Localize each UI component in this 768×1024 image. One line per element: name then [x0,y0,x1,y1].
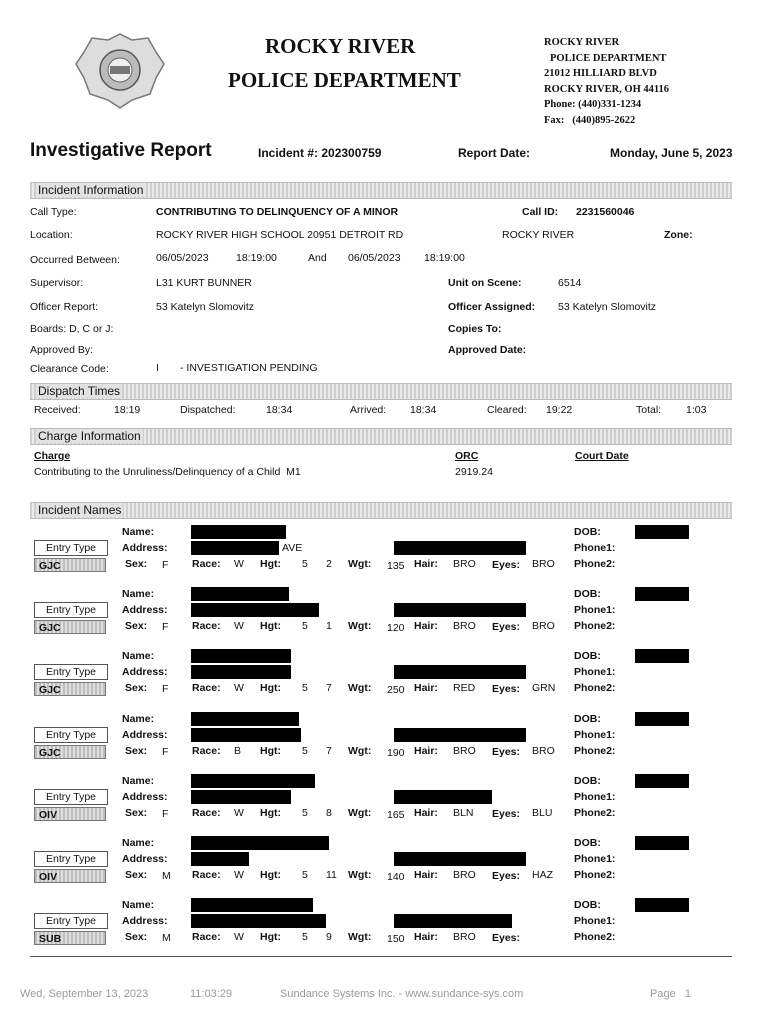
sex-value: F [162,621,169,633]
phone2-label: Phone2: [574,931,616,943]
sex-label: Sex: [125,869,148,881]
approved-by-label: Approved By: [30,344,94,356]
eyes-value: BRO [532,745,555,757]
height-inches: 2 [326,558,332,570]
officer-assigned-label: Officer Assigned: [448,301,536,313]
height-feet: 5 [302,807,308,819]
footer-divider [30,956,732,957]
entry-type-code: GJC [34,745,106,759]
redacted-name [191,774,315,788]
redacted-address-detail [394,790,492,804]
height-inches: 11 [326,869,337,881]
redacted-dob [635,774,689,788]
department-title-line1: ROCKY RIVER [265,34,416,58]
hair-value: BRO [453,558,476,570]
total-label: Total: [636,404,662,416]
entry-type-code: SUB [34,931,106,945]
race-value: W [234,931,244,943]
orc-header: ORC [455,450,479,462]
police-badge-logo [70,30,170,110]
cleared-time: 19:22 [546,404,573,416]
entry-type-label: Entry Type [34,664,108,680]
phone2-label: Phone2: [574,620,616,632]
dob-label: DOB: [574,526,601,538]
name-label: Name: [122,899,155,911]
dispatched-time: 18:34 [266,404,293,416]
race-label: Race: [192,807,221,819]
redacted-address-detail [394,541,526,555]
redacted-name [191,898,313,912]
weight-value: 120 [387,622,405,634]
orc-code: 2919.24 [455,466,493,478]
phone2-label: Phone2: [574,807,616,819]
redacted-address-detail [394,665,526,679]
supervisor: L31 KURT BUNNER [156,277,252,289]
call-type: CONTRIBUTING TO DELINQUENCY OF A MINOR [156,206,399,218]
dob-label: DOB: [574,775,601,787]
charge-header: Charge [34,450,71,462]
name-label: Name: [122,650,155,662]
address-label: Address: [122,915,168,927]
eyes-label: Eyes: [492,746,521,758]
redacted-address-detail [394,914,512,928]
sex-label: Sex: [125,745,148,757]
height-feet: 5 [302,620,308,632]
eyes-label: Eyes: [492,870,521,882]
boards-label: Boards: D, C or J: [30,323,114,335]
sex-value: M [162,932,171,944]
clearance-label: Clearance Code: [30,363,109,375]
weight-label: Wgt: [348,745,372,757]
height-inches: 1 [326,620,332,632]
weight-label: Wgt: [348,807,372,819]
zone-label: Zone: [664,229,693,241]
name-label: Name: [122,713,155,725]
sex-label: Sex: [125,620,148,632]
unit-label: Unit on Scene: [448,277,522,289]
call-id-label: Call ID: [522,206,559,218]
dob-label: DOB: [574,837,601,849]
redacted-name [191,525,286,539]
eyes-label: Eyes: [492,621,521,633]
eyes-label: Eyes: [492,808,521,820]
hair-value: BRO [453,931,476,943]
hair-label: Hair: [414,682,438,694]
cleared-label: Cleared: [487,404,527,416]
received-label: Received: [34,404,81,416]
call-type-label: Call Type: [30,206,77,218]
address-label: Address: [122,542,168,554]
redacted-address [191,914,326,928]
phone2-label: Phone2: [574,745,616,757]
footer-time: 11:03:29 [190,988,233,1000]
weight-value: 135 [387,560,405,572]
weight-label: Wgt: [348,682,372,694]
redacted-address [191,790,291,804]
redacted-name [191,836,329,850]
address-suffix: AVE [282,542,303,554]
weight-value: 190 [387,747,405,759]
hair-label: Hair: [414,558,438,570]
hair-label: Hair: [414,869,438,881]
section-incident-information: Incident Information [30,182,732,199]
copies-label: Copies To: [448,323,502,335]
hair-value: BRO [453,869,476,881]
phone1-label: Phone1: [574,729,616,741]
hair-label: Hair: [414,745,438,757]
clearance-code: I [156,362,159,374]
redacted-name [191,587,289,601]
city: ROCKY RIVER [502,229,575,241]
name-label: Name: [122,588,155,600]
name-label: Name: [122,837,155,849]
entry-type-code: OIV [34,869,106,883]
redacted-dob [635,649,689,663]
weight-value: 150 [387,933,405,945]
arrived-time: 18:34 [410,404,437,416]
entry-type-code: OIV [34,807,106,821]
occurred-label: Occurred Between: [30,254,120,266]
supervisor-label: Supervisor: [30,277,84,289]
height-feet: 5 [302,931,308,943]
incident-number: Incident #: 202300759 [258,146,382,160]
redacted-name [191,649,291,663]
address-label: Address: [122,791,168,803]
hair-label: Hair: [414,807,438,819]
weight-value: 250 [387,684,405,696]
race-value: W [234,869,244,881]
weight-label: Wgt: [348,931,372,943]
height-label: Hgt: [260,558,281,570]
received-time: 18:19 [114,404,141,416]
weight-label: Wgt: [348,558,372,570]
address-label: Address: [122,604,168,616]
race-label: Race: [192,869,221,881]
redacted-dob [635,898,689,912]
phone1-label: Phone1: [574,604,616,616]
eyes-value: BRO [532,620,555,632]
dispatched-label: Dispatched: [180,404,236,416]
weight-value: 165 [387,809,405,821]
phone1-label: Phone1: [574,791,616,803]
eyes-label: Eyes: [492,683,521,695]
name-label: Name: [122,526,155,538]
entry-type-label: Entry Type [34,789,108,805]
redacted-address [191,603,319,617]
entry-type-label: Entry Type [34,851,108,867]
hair-label: Hair: [414,620,438,632]
height-inches: 8 [326,807,332,819]
hair-value: BLN [453,807,474,819]
court-date-header: Court Date [575,450,629,462]
unit: 6514 [558,277,582,289]
height-feet: 5 [302,682,308,694]
name-label: Name: [122,775,155,787]
weight-value: 140 [387,871,405,883]
entry-type-label: Entry Type [34,727,108,743]
sex-value: F [162,746,169,758]
hair-value: RED [453,682,476,694]
footer-date: Wed, September 13, 2023 [20,988,149,1000]
footer-vendor: Sundance Systems Inc. - www.sundance-sys.com [280,988,524,1000]
sex-value: F [162,808,169,820]
section-dispatch-times: Dispatch Times [30,383,732,400]
race-value: W [234,558,244,570]
redacted-address-detail [394,603,526,617]
arrived-label: Arrived: [350,404,387,416]
phone2-label: Phone2: [574,558,616,570]
clearance-description: - INVESTIGATION PENDING [180,362,318,374]
dob-label: DOB: [574,650,601,662]
occurred-date-from: 06/05/2023 [156,252,209,264]
height-feet: 5 [302,869,308,881]
phone1-label: Phone1: [574,666,616,678]
phone1-label: Phone1: [574,853,616,865]
weight-label: Wgt: [348,620,372,632]
address-label: Address: [122,853,168,865]
report-title: Investigative Report [30,140,212,161]
sex-value: F [162,683,169,695]
height-inches: 7 [326,682,332,694]
redacted-address [191,665,291,679]
phone-number: (440)331-1234 [578,99,642,110]
redacted-dob [635,836,689,850]
height-label: Hgt: [260,745,281,757]
redacted-dob [635,587,689,601]
occurred-time-to: 18:19:00 [424,252,465,264]
entry-type-label: Entry Type [34,540,108,556]
height-label: Hgt: [260,869,281,881]
charge-description: Contributing to the Unruliness/Delinquency of a Child M1 [34,466,301,478]
race-value: B [234,745,242,757]
height-label: Hgt: [260,931,281,943]
address-label: Address: [122,666,168,678]
fax-number: (440)895-2622 [572,114,636,126]
officer-report-label: Officer Report: [30,301,99,313]
race-label: Race: [192,682,221,694]
address-label: Address: [122,729,168,741]
eyes-value: BRO [532,558,555,570]
entry-type-label: Entry Type [34,602,108,618]
officer-report: 53 Katelyn Slomovitz [156,301,255,313]
phone1-label: Phone1: [574,915,616,927]
location: ROCKY RIVER HIGH SCHOOL 20951 DETROIT RD [156,229,404,241]
race-label: Race: [192,558,221,570]
entry-type-code: GJC [34,558,106,572]
entry-type-code: GJC [34,682,106,696]
height-label: Hgt: [260,620,281,632]
race-value: W [234,682,244,694]
height-inches: 9 [326,931,332,943]
hair-value: BRO [453,620,476,632]
height-label: Hgt: [260,807,281,819]
race-label: Race: [192,931,221,943]
height-inches: 7 [326,745,332,757]
report-date-label: Report Date: [458,146,531,160]
section-charge-information: Charge Information [30,428,732,445]
eyes-label: Eyes: [492,559,521,571]
occurred-date-to: 06/05/2023 [348,252,401,264]
phone2-label: Phone2: [574,869,616,881]
sex-label: Sex: [125,682,148,694]
height-feet: 5 [302,745,308,757]
eyes-label: Eyes: [492,932,521,944]
redacted-address [191,728,301,742]
occurred-time-from: 18:19:00 [236,252,277,264]
officer-assigned: 53 Katelyn Slomovitz [558,301,657,313]
weight-label: Wgt: [348,869,372,881]
hair-value: BRO [453,745,476,757]
phone1-label: Phone1: [574,542,616,554]
phone2-label: Phone2: [574,682,616,694]
redacted-name [191,712,299,726]
department-address: ROCKY RIVER POLICE DEPARTMENT 21012 HILLIARD BLVD ROCKY RIVER, OH 44116 Phone: (440)331-1234 Fax: (440)895-2622 [544,37,670,126]
dob-label: DOB: [574,899,601,911]
sex-label: Sex: [125,931,148,943]
redacted-address [191,541,279,555]
redacted-dob [635,525,689,539]
department-title-line2: POLICE DEPARTMENT [228,68,461,92]
redacted-address [191,852,249,866]
height-label: Hgt: [260,682,281,694]
race-value: W [234,807,244,819]
section-incident-names: Incident Names [30,502,732,519]
redacted-dob [635,712,689,726]
call-id: 2231560046 [576,206,635,218]
occurred-and: And [308,252,327,264]
eyes-value: BLU [532,807,553,819]
eyes-value: GRN [532,682,556,694]
sex-value: F [162,559,169,571]
sex-label: Sex: [125,558,148,570]
sex-label: Sex: [125,807,148,819]
approved-date-label: Approved Date: [448,344,527,356]
height-feet: 5 [302,558,308,570]
dob-label: DOB: [574,713,601,725]
entry-type-label: Entry Type [34,913,108,929]
dob-label: DOB: [574,588,601,600]
total-time: 1:03 [686,404,707,416]
footer-page: Page 1 [650,988,691,1000]
report-date: Monday, June 5, 2023 [610,146,733,160]
entry-type-code: GJC [34,620,106,634]
race-label: Race: [192,745,221,757]
race-label: Race: [192,620,221,632]
redacted-address-detail [394,852,526,866]
eyes-value: HAZ [532,869,553,881]
race-value: W [234,620,244,632]
location-label: Location: [30,229,73,241]
redacted-address-detail [394,728,526,742]
sex-value: M [162,870,171,882]
hair-label: Hair: [414,931,438,943]
